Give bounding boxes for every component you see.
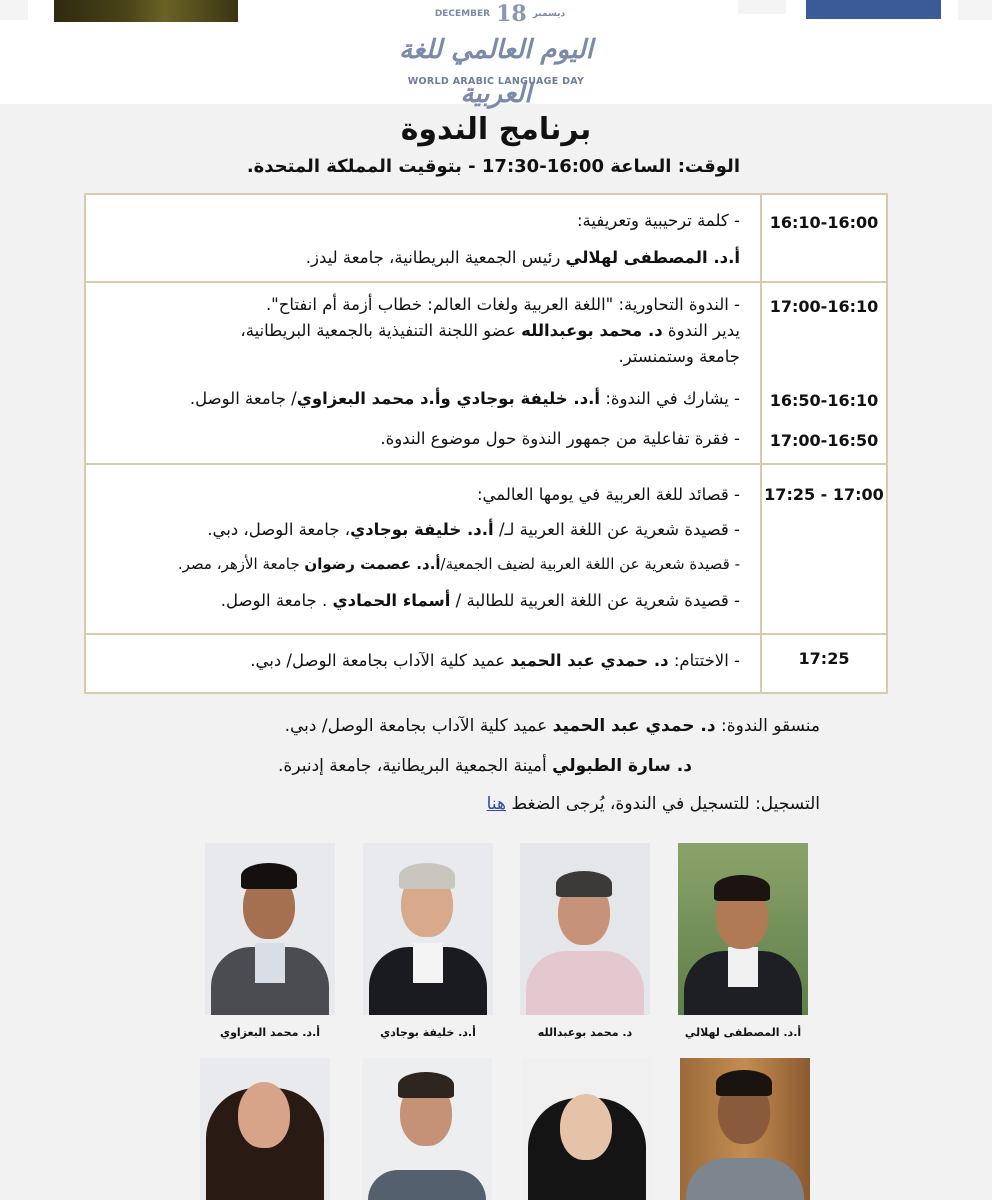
speaker-photo [522,1058,652,1200]
poems-title: - قصائد للغة العربية في يومها العالمي: [477,485,740,504]
schedule-row-welcome [86,195,886,283]
speaker-photo [363,843,493,1015]
coordinator-2-name: د. سارة الطبولي [552,756,692,776]
speaker-photo [205,843,335,1015]
time-cell [760,195,886,281]
page-header [0,0,992,109]
speaker-caption: د. محمد بوعبدالله [537,1026,633,1039]
text: - الاختتام: [668,651,740,670]
event-logo-date [420,3,580,25]
poem-1 [94,520,740,539]
time-cell [760,283,886,463]
speaker-photo [200,1058,330,1200]
poet-name: أ.د. خليفة بوجادي [350,520,494,539]
speaker-caption: أ.د. محمد البعزاوي [219,1026,321,1039]
schedule-row-poems [86,465,886,635]
speaker-caption: أ.د. خليفة بوجادي [380,1026,476,1039]
closing-line [94,651,740,670]
text: منسقو الندوة: [715,716,820,736]
text: يدير الندوة [662,321,740,340]
text: ، جامعة الوصل، دبي. [207,520,351,539]
speaker-photo [362,1058,492,1200]
speaker-name: أ.د. المصطفى لهلالي [565,248,740,267]
moderator-role: عضو اللجنة التنفيذية بالجمعية البريطانية، [240,321,522,340]
text: جامعة الأزهر، مصر. [177,555,305,573]
time-label: 17:00-16:10 [769,297,879,316]
poem-3 [94,591,740,610]
speaker-role: رئيس الجمعية البريطانية، جامعة ليدز. [305,248,566,267]
coordinator-2-line [278,756,692,776]
panel-moderator-affiliation: جامعة وستمنستر. [618,347,740,366]
coordinator-1-role: عميد كلية الآداب بجامعة الوصل/ دبي. [284,716,553,736]
time-label: 17:25 - 17:00 [764,485,884,504]
program-time: الوقت: الساعة 16:00-17:30 - بتوقيت المملكة المتحدة. [246,156,740,177]
poem-2 [94,555,740,573]
logo-title-english: WORLD ARABIC LANGUAGE DAY [407,76,585,87]
sub-time-label: 17:00-16:50 [769,431,879,450]
registration-link[interactable]: هنا [486,794,506,814]
coordinators-line [285,716,820,736]
panel-title: - الندوة التحاورية: "اللغة العربية ولغات العالم: خطاب أزمة أم انفتاح". [265,295,740,314]
welcome-speaker [94,248,740,267]
moderator-name: د. محمد بوعبدالله [521,321,663,340]
header-banner-image [54,0,238,22]
speaker-photo [520,843,650,1015]
text: - قصيدة شعرية عن اللغة العربية لـ/ [493,520,740,539]
time-cell [760,465,886,633]
text: . جامعة الوصل. [220,591,333,610]
closing-speaker: د. حمدي عبد الحميد [510,651,669,670]
registration-text: التسجيل: للتسجيل في الندوة، يُرجى الضغط [505,794,820,814]
sub-time-label: 16:50-16:10 [769,391,879,410]
schedule-table [84,193,888,694]
time-label: 17:25 [798,649,850,668]
header-edge-far-right [958,0,992,20]
coordinator-2-role: أمينة الجمعية البريطانية، جامعة إدنبرة. [278,756,553,776]
speaker-photo [678,843,808,1015]
header-edge-left [0,0,28,20]
header-blue-button[interactable] [806,0,941,19]
page-title: برنامج الندوة [400,112,592,147]
text: / جامعة الوصل. [189,389,297,408]
logo-month-ar: ديسمبر [532,9,566,19]
text: - قصيدة شعرية عن اللغة العربية لضيف الجمعية/ [440,555,740,573]
text: عميد كلية الآداب بجامعة الوصل/ دبي. [250,651,511,670]
logo-day: 18 [496,1,527,27]
logo-title-arabic: اليوم العالمي للغة العربية [399,35,593,109]
registration-line [487,794,820,814]
panel-interactive: - فقرة تفاعلية من جمهور الندوة حول موضوع الندوة. [380,429,740,448]
poet-name: أ.د. عصمت رضوان [304,555,441,573]
text: - قصيدة شعرية عن اللغة العربية للطالبة / [450,591,740,610]
schedule-row-closing [86,635,886,692]
time-label: 16:10-16:00 [769,213,879,232]
schedule-row-panel [86,283,886,465]
panel-participants [94,389,740,408]
header-edge-right [738,0,786,14]
time-cell [760,635,886,692]
logo-month-en: DECEMBER [434,9,491,19]
panel-moderator [94,321,740,340]
speaker-photo [680,1058,810,1200]
coordinator-1-name: د. حمدي عبد الحميد [552,716,716,736]
welcome-title: - كلمة ترحيبية وتعريفية: [576,211,740,230]
poet-name: أسماء الحمادي [332,591,451,610]
participants-names: أ.د. خليفة بوجادي وأ.د محمد البعزاوي [296,389,601,408]
text: - يشارك في الندوة: [600,389,740,408]
speaker-caption: أ.د. المصطفى لهلالي [684,1026,802,1039]
